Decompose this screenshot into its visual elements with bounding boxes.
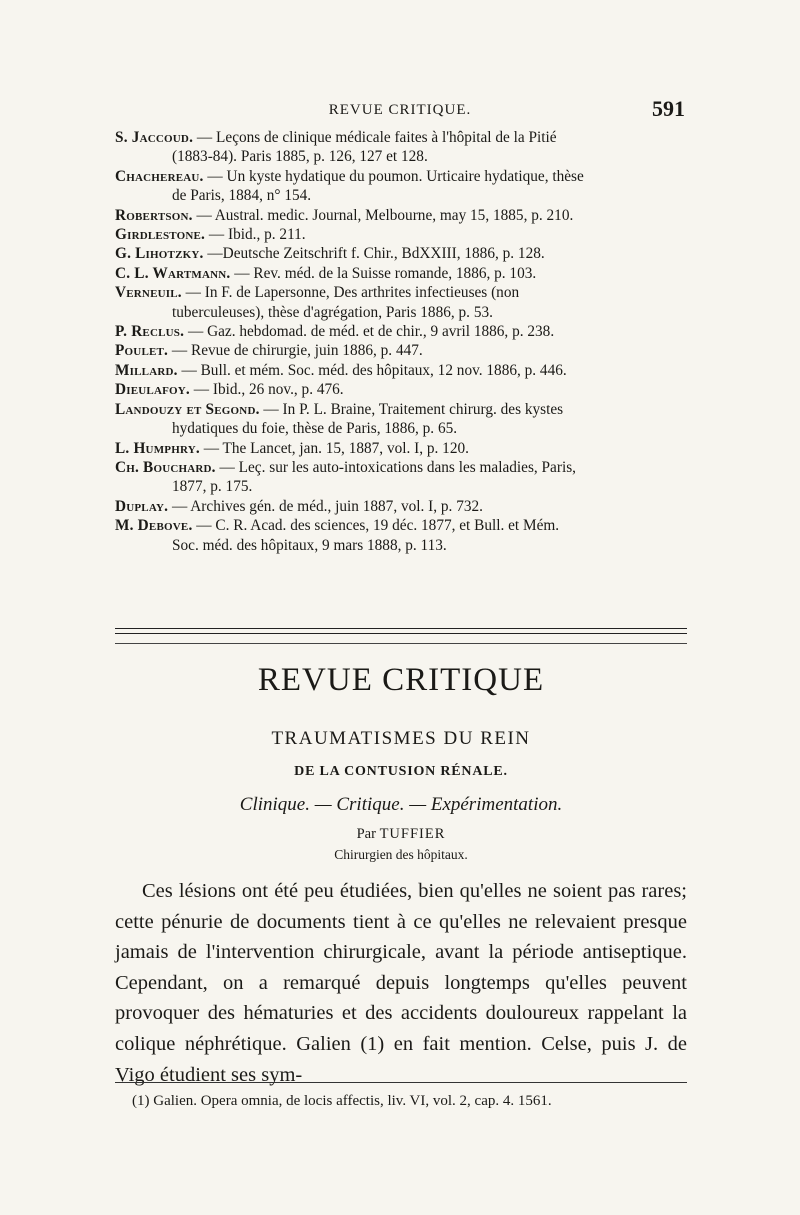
reference-author: S. Jaccoud. bbox=[115, 129, 194, 146]
running-head-title: REVUE CRITIQUE. bbox=[328, 102, 472, 118]
article-author: TUFFIER bbox=[379, 826, 446, 842]
reference-author: Robertson. bbox=[115, 206, 193, 224]
reference-author: Girdlestone. bbox=[115, 226, 206, 244]
reference-entry bbox=[115, 225, 687, 244]
reference-text: — Leçons de clinique médicale faites à l'hôpital de la Pitié bbox=[193, 129, 557, 146]
running-head bbox=[115, 96, 685, 126]
reference-text: — Gaz. hebdomad. de méd. et de chir., 9 avril 1886, p. 238. bbox=[184, 323, 555, 341]
reference-continuation: (1883-84). Paris 1885, p. 126, 127 et 128. bbox=[172, 148, 428, 166]
reference-author: L. Humphry. bbox=[115, 439, 200, 457]
reference-continuation: 1877, p. 175. bbox=[172, 478, 253, 496]
reference-text: — Ibid., p. 211. bbox=[205, 226, 306, 244]
reference-entry bbox=[115, 497, 687, 516]
reference-text: — In P. L. Braine, Traitement chirurg. des kystes bbox=[259, 400, 564, 418]
reference-text: — Un kyste hydatique du poumon. Urticaire hydatique, thèse bbox=[203, 167, 584, 185]
reference-author: Poulet. bbox=[115, 342, 169, 360]
section-title: REVUE CRITIQUE bbox=[257, 662, 545, 698]
reference-author: Duplay. bbox=[115, 497, 169, 515]
reference-entry bbox=[115, 264, 687, 283]
reference-continuation: de Paris, 1884, n° 154. bbox=[172, 187, 312, 205]
reference-entry bbox=[115, 244, 687, 263]
byline-prefix: Par bbox=[356, 826, 376, 842]
reference-text: — Ibid., 26 nov., p. 476. bbox=[189, 381, 344, 399]
reference-entry bbox=[115, 439, 687, 458]
reference-author: Chachereau. bbox=[115, 167, 204, 185]
reference-text: — Revue de chirurgie, juin 1886, p. 447. bbox=[168, 342, 423, 360]
body-paragraph: Ces lésions ont été peu étudiées, bien qu'elles ne soient pas rares; cette pénurie de documents tient à ce qu'elles ne relevaient presque jamais de l'intervention chirurgicale, avant la période antiseptique. Cependant, on a remarqué depuis longtemps qu'elles peuvent provoquer des hématuries et des accidents douloureux rappelant la colique néphrétique. Galien (1) en fait mention. Celse, puis J. de Vigo étudient ses sym- bbox=[115, 880, 687, 1086]
footnote: (1) Galien. Opera omnia, de locis affectis, liv. VI, vol. 2, cap. 4. 1561. bbox=[132, 1093, 552, 1109]
reference-entry bbox=[115, 128, 687, 167]
reference-entry bbox=[115, 322, 687, 341]
reference-entry bbox=[115, 361, 687, 380]
reference-text: — In F. de Lapersonne, Des arthrites infectieuses (non bbox=[181, 284, 520, 302]
reference-author: Dieulafoy. bbox=[115, 381, 190, 399]
page-number: 591 bbox=[652, 96, 685, 121]
reference-author: Landouzy et Segond. bbox=[115, 400, 260, 418]
reference-entry bbox=[115, 400, 687, 439]
reference-list bbox=[115, 128, 687, 555]
reference-text: — Bull. et mém. Soc. méd. des hôpitaux, 12 nov. 1886, p. 446. bbox=[177, 361, 567, 379]
reference-text: — Archives gén. de méd., juin 1887, vol. I, p. 732. bbox=[168, 497, 483, 515]
article-subtitle: DE LA CONTUSION RÉNALE. bbox=[294, 764, 508, 779]
reference-continuation: hydatiques du foie, thèse de Paris, 1886, p. 65. bbox=[172, 420, 458, 438]
reference-author: Verneuil. bbox=[115, 284, 182, 302]
reference-entry bbox=[115, 206, 687, 225]
section-divider bbox=[115, 628, 687, 634]
reference-text: — Leç. sur les auto-intoxications dans les maladies, Paris, bbox=[215, 458, 576, 476]
reference-author: Ch. Bouchard. bbox=[115, 458, 216, 476]
reference-continuation: Soc. méd. des hôpitaux, 9 mars 1888, p. 113. bbox=[172, 536, 447, 554]
reference-text: —Deutsche Zeitschrift f. Chir., BdXXIII, 1886, p. 128. bbox=[203, 245, 545, 263]
article-title: TRAUMATISMES DU REIN bbox=[271, 728, 531, 749]
reference-text: — Austral. medic. Journal, Melbourne, may 15, 1885, p. 210. bbox=[192, 206, 574, 224]
article-affiliation: Chirurgien des hôpitaux. bbox=[334, 847, 468, 862]
reference-text: — C. R. Acad. des sciences, 19 déc. 1877, et Bull. et Mém. bbox=[192, 517, 560, 535]
reference-author: M. Debove. bbox=[115, 517, 193, 535]
reference-author: P. Reclus. bbox=[115, 323, 185, 341]
reference-text: — Rev. méd. de la Suisse romande, 1886, p. 103. bbox=[230, 264, 537, 282]
reference-author: G. Lihotzky. bbox=[115, 245, 204, 263]
article-tags: Clinique. — Critique. — Expérimentation. bbox=[239, 794, 563, 815]
reference-entry bbox=[115, 380, 687, 399]
reference-author: Millard. bbox=[115, 361, 178, 379]
reference-continuation: tuberculeuses), thèse d'agrégation, Paris 1886, p. 53. bbox=[172, 303, 493, 321]
reference-entry bbox=[115, 167, 687, 206]
section-divider-thin bbox=[115, 643, 687, 644]
footnote-rule bbox=[115, 1082, 687, 1083]
article-body bbox=[115, 876, 687, 1090]
reference-author: C. L. Wartmann. bbox=[115, 264, 231, 282]
reference-entry bbox=[115, 516, 687, 555]
article-byline bbox=[115, 826, 687, 843]
reference-entry bbox=[115, 458, 687, 497]
reference-text: — The Lancet, jan. 15, 1887, vol. I, p. 120. bbox=[199, 439, 469, 457]
reference-entry bbox=[115, 283, 687, 322]
reference-entry bbox=[115, 341, 687, 360]
